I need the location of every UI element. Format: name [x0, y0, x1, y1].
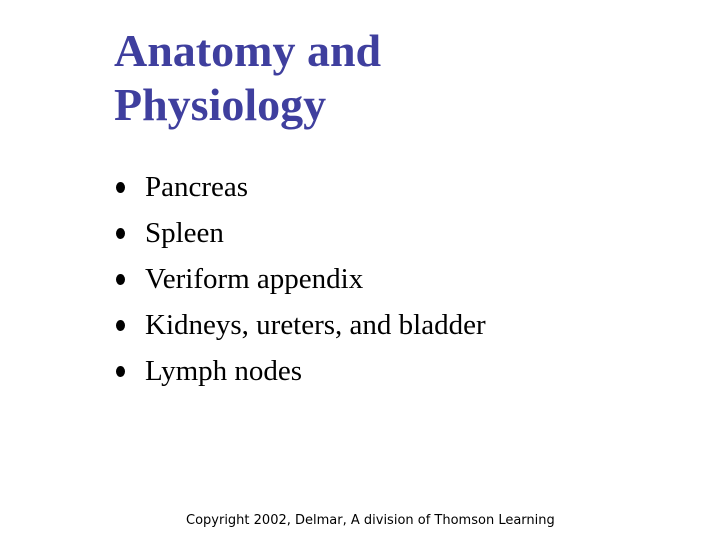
title-line-2: Physiology: [114, 79, 327, 130]
bullet-text: Veriform appendix: [145, 262, 364, 295]
copyright-footer: Copyright 2002, Delmar, A division of Thomson Learning: [186, 513, 555, 528]
bullet-icon: [116, 366, 125, 377]
bullet-text: Spleen: [145, 216, 224, 249]
bullet-text: Kidneys, ureters, and bladder: [145, 308, 486, 341]
bullet-icon: [116, 274, 125, 285]
bullet-text: Lymph nodes: [145, 354, 303, 387]
bullet-item-pancreas: [112, 164, 486, 210]
bullet-item-spleen: [112, 210, 486, 256]
bullet-item-lymph-nodes: [112, 348, 486, 394]
bullet-icon: [116, 320, 125, 331]
title-line-1: Anatomy and: [114, 25, 382, 76]
bullet-text: Pancreas: [145, 170, 249, 203]
slide-title: [114, 24, 381, 132]
bullet-list: [112, 164, 486, 394]
bullet-item-kidneys: [112, 302, 486, 348]
bullet-icon: [116, 228, 125, 239]
bullet-item-appendix: [112, 256, 486, 302]
bullet-icon: [116, 182, 125, 193]
